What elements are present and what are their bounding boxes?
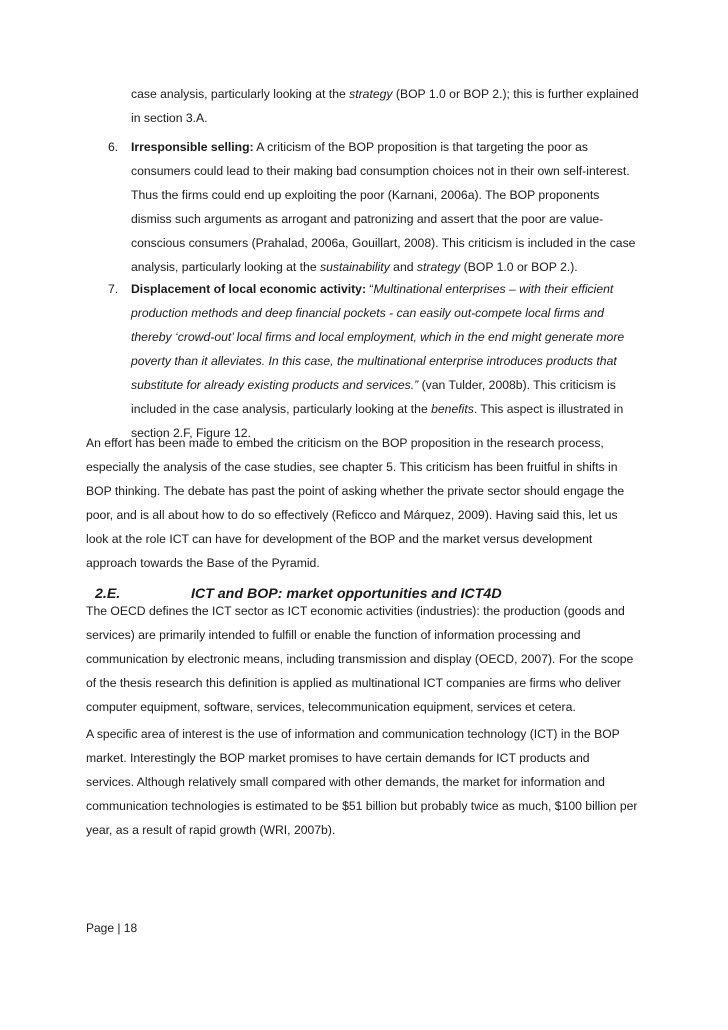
list-item-title: Irresponsible selling:: [131, 140, 254, 154]
text-line: production methods and deep financial pockets - can easily out-compete local firms and: [131, 306, 604, 320]
paragraph-ict-market: [86, 722, 654, 842]
text-line: look at the role ICT can have for development of the BOP and the market versus development: [86, 532, 593, 546]
text-line: dismiss such arguments as arrogant and patronizing and assert that the poor are value-: [131, 212, 604, 226]
text-line: computer equipment, software, services, telecommunication equipment, services et cetera.: [86, 700, 576, 714]
text-line: Displacement of local economic activity: “Multinational enterprises – with their efficient: [131, 282, 614, 296]
text-line: in section 3.A.: [131, 111, 208, 125]
text-line: services) are primarily intended to fulfill or enable the function of information processing and: [86, 628, 581, 642]
text-line: year, as a result of rapid growth (WRI, 2007b).: [86, 823, 336, 837]
list-number: 6.: [108, 140, 119, 154]
text-line: market. Interestingly the BOP market promises to have certain demands for ICT products and: [86, 751, 590, 765]
text-line: conscious consumers (Prahalad, 2006a, Gouillart, 2008). This criticism is included in the case: [131, 236, 636, 250]
text-line: Irresponsible selling: A criticism of the BOP proposition is that targeting the poor as: [131, 140, 589, 154]
section-number: 2.E.: [95, 586, 121, 602]
text-line: included in the case analysis, particularly looking at the benefits. This aspect is illustrated in: [131, 402, 624, 416]
text-line: communication by electronic means, including transmission and display (OECD, 2007). For the scope: [86, 652, 634, 666]
text-line: An effort has been made to embed the criticism on the BOP proposition in the research process,: [86, 436, 604, 450]
text-line: especially the analysis of the case studies, see chapter 5. This criticism has been fruitful in shifts in: [86, 460, 618, 474]
text-line: communication technologies is estimated to be $51 billion but probably twice as much, $100 billion per: [86, 799, 638, 813]
paragraph-oecd-definition: [86, 599, 654, 719]
page-number-footer: Page | 18: [86, 921, 138, 935]
text-line: approach towards the Base of the Pyramid.: [86, 556, 320, 570]
section-title: ICT and BOP: market opportunities and ICT4D: [191, 586, 502, 602]
paragraph-criticism-summary: [86, 431, 654, 575]
text-line: poor, and is all about how to do so effectively (Reficco and Márquez, 2009). Having said this, let us: [86, 508, 618, 522]
text-line: BOP thinking. The debate has past the point of asking whether the private sector should engage the: [86, 484, 625, 498]
list-item-title: Displacement of local economic activity:: [131, 282, 367, 296]
text-line: section 2.F, Figure 12.: [131, 426, 251, 440]
text-line: of the thesis research this definition is applied as multinational ICT companies are firms who deliver: [86, 676, 621, 690]
text-line: services. Although relatively small compared with other demands, the market for information and: [86, 775, 605, 789]
text-line: poverty than it alleviates. In this case, the multinational enterprise introduces products that: [131, 354, 617, 368]
text-line: consumers could lead to their making bad consumption choices not in their own self-interest.: [131, 164, 630, 178]
list-item-displacement: [131, 277, 651, 445]
text-line: substitute for already existing products and services.” (van Tulder, 2008b). This criticism is: [131, 378, 616, 392]
list-item-continuation: [131, 82, 651, 130]
text-line: analysis, particularly looking at the sustainability and strategy (BOP 1.0 or BOP 2.).: [131, 260, 578, 274]
list-item-irresponsible-selling: [131, 135, 651, 279]
text-line: The OECD defines the ICT sector as ICT economic activities (industries): the production (goods and: [86, 604, 625, 618]
text-line: A specific area of interest is the use of information and communication technology (ICT) in the BOP: [86, 727, 620, 741]
list-number: 7.: [108, 282, 119, 296]
text-line: case analysis, particularly looking at the strategy (BOP 1.0 or BOP 2.); this is further explained: [131, 87, 639, 101]
text-line: Thus the firms could end up exploiting the poor (Karnani, 2006a). The BOP proponents: [131, 188, 600, 202]
text-line: thereby ‘crowd-out’ local firms and local employment, which in the end might generate more: [131, 330, 625, 344]
